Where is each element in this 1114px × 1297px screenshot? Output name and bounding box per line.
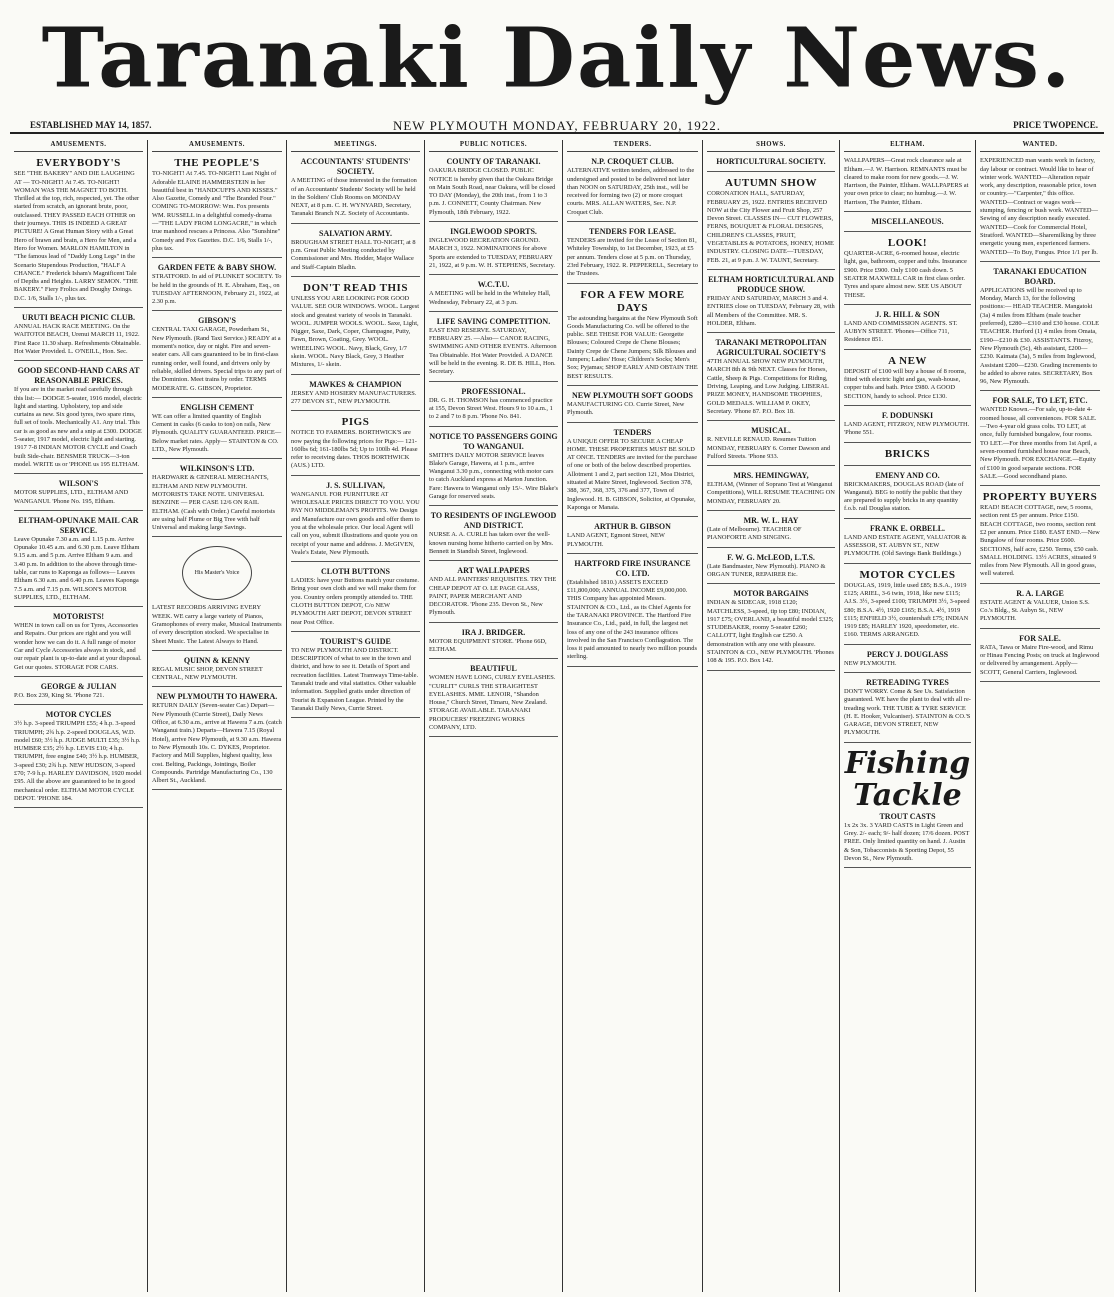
ad-title: CLOTH BUTTONS: [321, 567, 390, 577]
ad-title: R. A. LARGE: [1016, 588, 1064, 598]
advertisement: [429, 384, 558, 427]
ad-title: PERCY J. DOUGLASS: [866, 649, 949, 659]
his-masters-voice-logo: His Master's Voice: [182, 546, 252, 600]
advertisement: [707, 272, 835, 333]
advertisement: [980, 631, 1100, 682]
advertisement: [429, 429, 558, 507]
advertisement: [429, 508, 558, 561]
advertisement: [152, 313, 282, 397]
ad-title: TROUT CASTS: [879, 811, 936, 821]
dateline: [10, 118, 1104, 134]
ad-body: TENDERS are invited for the Lease of Section 81, Whiteley Township, to 1st December, 1923, at £5 per annum. Tenders close at 5 p.m. on Thursday, 23rd February, 1922. R. PEPPERELL, Secretary to the Trustees.: [567, 237, 698, 278]
ad-body: RATA, Tawa or Maire Fire-wood, and Rimu or Hinau Fencing Posts; on truck at Inglewood or delivered by arrangement. Apply— SCOTT, General Carriers, Inglewood.: [980, 643, 1100, 676]
masthead: [10, 6, 1104, 116]
advertisement: [14, 154, 143, 308]
ad-title: COUNTY OF TARANAKI.: [446, 157, 541, 167]
ad-title: TARANAKI METROPOLITAN AGRICULTURAL SOCIETY'S: [715, 338, 827, 358]
ad-title: GOOD SECOND-HAND CARS AT REASONABLE PRICES.: [17, 366, 140, 386]
ad-body: NEW PLYMOUTH.: [844, 659, 897, 667]
ad-body: HARDWARE & GENERAL MERCHANTS, ELTHAM AND NEW PLYMOUTH. MOTORISTS TAKE NOTE. UNIVERSAL BENZINE — PER CASE 12/6 ON RAIL ELTHAM. (Cash with Order.) Careful motorists are using half Plume or Big Tree with half Universal and making large Savings.: [152, 474, 276, 532]
advertisement: [567, 519, 698, 554]
ad-body: APPLICATIONS will be received up to Monday, March 13, for the following positions:— HEAD TEACHER. Mangatoki (3a) 4 miles from Eltham (male teacher preferred), £280—£310 and £30 house. COLE TEACHER. Hurford (1) 4 miles from Omata, £190—£210 & £30. ASSISTANTS. Fitzroy, New Plymouth (5c), 4th assistant, £200—£230. Kaimata (3a), 5 miles from Inglewood, Assistant £200—£230. Grading increments to be added to above rates. SECRETARY, Box 96, New Plymouth.: [980, 286, 1100, 386]
ad-title: NEW PLYMOUTH SOFT GOODS: [572, 390, 693, 400]
advertisement: [291, 478, 420, 562]
ad-title: MAWKES & CHAMPION: [309, 379, 402, 389]
advertisement: [152, 260, 282, 311]
ad-title: ELTHAM HORTICULTURAL AND PRODUCE SHOW.: [708, 274, 834, 294]
ad-title: N.P. CROQUET CLUB.: [591, 157, 674, 167]
advertisement: [429, 563, 558, 622]
advertisement: [152, 689, 282, 790]
advertisement: [707, 335, 835, 421]
ad-headline: AUTUMN SHOW: [725, 177, 817, 190]
ad-body: EAST END RESERVE. SATURDAY, FEBRUARY 25. —Also— CANOE RACING, SWIMMING AND OTHER EVENTS. Afternoon Tea Obtainable. Hot Water Provided. A DANCE will be held in the evening. R. DE B. HILL, Hon. Secretary.: [429, 326, 557, 376]
column-3: [287, 140, 425, 1292]
advertisement: [291, 226, 420, 277]
ad-title: MOTORISTS!: [53, 612, 104, 622]
ad-title: RETREADING TYRES: [866, 677, 949, 687]
ad-body: WANTED Known.—For sale, up-to-date 4-roomed house, all conveniences. FOR SALE.—Two 4-year old grass colts. TO LET, at once, fully furnished bungalow, four rooms. TO LET.—For three months from 1st April, a seven-roomed furnished house near Beach, New Plymouth. FOR EXCHANGE.—Equity of £100 in good separate sections. FOR SALE.—Good secondhand piano.: [980, 406, 1097, 480]
advertisement: [429, 314, 558, 382]
ad-title: EMENY AND CO.: [875, 470, 940, 480]
advertisement: [429, 154, 558, 222]
ad-body: The astounding bargains at the New Plymouth Soft Goods Manufacturing Co. will be offered to the public. SEE THESE FOR VALUE: Georgette Blouses; Coloured Crepe de Chene Blouses; Dainty Crepe de Chene Jumpers; Silk Blouses and Jumpers; Ladies' Hose; Children's Socks; Men's Sox; Pyjamas; SHOP EARLY AND OBTAIN THE BEST RESULTS.: [567, 314, 698, 380]
ad-title: J. S. SULLIVAN,: [326, 480, 385, 490]
ad-body: FRIDAY AND SATURDAY, MARCH 3 and 4. ENTRIES close on TUESDAY, February 28, with all Members of the Committee. MR. S. HOLDER, Eltham.: [707, 294, 835, 327]
column-4: [425, 140, 563, 1292]
ad-title: F. W. G. McLEOD, L.T.S.: [727, 552, 815, 562]
ad-title: MR. W. L. HAY: [743, 516, 799, 526]
column-1: [10, 140, 148, 1292]
columns-area: [10, 140, 1104, 1292]
ad-body: R. NEVILLE RENAUD. Resumes Tuition MONDAY, FEBRUARY 6. Corner Dawson and Fulford Streets. 'Phone 933.: [707, 436, 831, 460]
advertisement: [291, 634, 420, 718]
advertisement: [707, 154, 835, 172]
ad-headline: FOR A FEW MORE DAYS: [580, 288, 685, 314]
ad-body: (Established 1810.) ASSETS EXCEED £11,800,000; ANNUAL INCOME £9,000,000. THIS Company has appointed Messrs. STAINTON & CO., Ltd., as its Chief Agents for the TARANAKI PROVINCE. The Hartford Fire Insurance Co., Ltd., paid, in full, the largest net loss of any one of the 243 insurance offices involved in the San Francisco Conflagration. The loss it paid amounted to nearly two million pounds sterling.: [567, 578, 697, 661]
advertisement: [707, 174, 835, 270]
ad-body: INDIAN & SIDECAR, 1918 £120; MATCHLESS, 3-speed, tip top £80; INDIAN, 1917 £75; OVERLAND, a beautiful model £325; STUDEBAKER, roomy 5-seater £260; CALLOTT, light English car £250. A demonstration with any one with pleasure. STAINTON & CO., NEW PLYMOUTH. 'Phones 108 & 195. P.O. Box 142.: [707, 599, 834, 665]
ad-headline: MOTOR CYCLES: [859, 568, 956, 581]
advertisement: [429, 224, 558, 275]
price-line: PRICE TWOPENCE.: [1013, 120, 1098, 130]
ad-headline: LOOK!: [887, 237, 928, 250]
advertisement: [14, 679, 143, 705]
column-6: [703, 140, 840, 1292]
advertisement: [844, 745, 971, 868]
ad-title: ACCOUNTANTS' STUDENTS' SOCIETY.: [300, 157, 411, 177]
ad-title: URUTI BEACH PICNIC CLUB.: [22, 313, 135, 323]
ad-headline: EVERYBODY'S: [36, 157, 121, 170]
ad-body: MANUFACTURING CO. Currie Street, New Plymouth.: [567, 400, 685, 417]
ad-body: NOTICE TO FARMERS. BORTHWICK'S are now paying the following prices for Pigs:— 121-160lbs 6d; 161-180lbs 5d; Up to 100lb 4d. Please refer to receiving dates. THOS BORTHWICK (AUS.) LTD.: [291, 429, 418, 470]
advertisement: [152, 154, 282, 258]
ad-headline: PROPERTY BUYERS: [982, 491, 1098, 504]
column-7: [840, 140, 976, 1292]
newspaper-title: Taranaki Daily News.: [41, 9, 1073, 107]
advertisement: [567, 556, 698, 667]
ad-body: INGLEWOOD RECREATION GROUND. MARCH 3, 1922. NOMINATIONS for above Sports are extended to TUESDAY, FEBRUARY 21, 1922, at 9 p.m. W. H. STEPHENS, Secretary.: [429, 237, 555, 269]
ad-body: WE can offer a limited quantity of English Cement in casks (6 casks to ton) on rails, New Plymouth. QUALITY GUARANTEED. PRICE—Below market rates. Apply— STAINTON & CO. LTD., New Plymouth.: [152, 412, 282, 454]
ad-body: READ! BEACH COTTAGE, new, 5 rooms, section rent £5 per annum. Price £150. BEACH COTTAGE, two rooms, section rent £2 per annum. Price £180. EAST END.—New Bungalow of four rooms. Price £600. SECTIONS, half acre, £250. Terms, £50 cash. SMALL HOLDING. 13½ ACRES, situated 9 miles from New Plymouth. All in good grass, well watered.: [980, 504, 1100, 578]
ad-body: BROUGHAM STREET HALL TO-NIGHT, at 8 p.m. Great Public Meeting conducted by Commissioner and Mrs. Hodder, Major Wallace and Staff-Captain Bladin.: [291, 238, 416, 271]
ad-body: WOMEN HAVE LONG, CURLY EYELASHES. "CURLIT" CURLS THE STRAIGHTEST EYELASHES. MME. LENOIR, "Shandon House," Church Street, Timaru, New Zealand. STORAGE AVAILABLE. TARANAKI PRODUCERS' FREEZING WORKS COMPANY, LTD.: [429, 674, 556, 732]
ad-body: ANNUAL HACK RACE MEETING. On the WAITOTOI BEACH, Urenui MARCH 11, 1922. First Race 11.30 sharp. Refreshments Obtainable. Hot Water Provided. L. O'NEILL, Hon. Sec.: [14, 323, 141, 355]
ad-title: FRANK E. ORBELL.: [869, 523, 946, 533]
advertisement: [14, 476, 143, 511]
ad-body: MOTOR EQUIPMENT STORE. 'Phone 66D, ELTHAM.: [429, 637, 547, 653]
ad-title: QUINN & KENNY: [183, 655, 251, 665]
established-line: ESTABLISHED MAY 14, 1857.: [30, 120, 152, 130]
ad-body: LAND AGENT, FITZROY, NEW PLYMOUTH. 'Phone 551.: [844, 420, 970, 437]
column-heading: WANTED.: [980, 140, 1100, 152]
advertisement: [152, 539, 282, 650]
ad-headline: A NEW: [888, 354, 927, 367]
advertisement: [429, 277, 558, 312]
ad-title: MRS. HEMINGWAY,: [733, 471, 809, 481]
ad-body: JERSEY AND HOSIERY MANUFACTURERS. 277 DEVON ST., NEW PLYMOUTH.: [291, 389, 417, 405]
advertisement: [844, 445, 971, 466]
ad-body: LATEST RECORDS ARRIVING EVERY WEEK. WE carry a large variety of Pianos, Gramophones of every make, Musical Instruments of every description stocked. We specialise in Sheet Music. The Latest Always to Hand.: [152, 604, 282, 645]
ad-body: NURSE A. A. CURLE has taken over the well-known nursing home hitherto carried on by Mrs. Bennett in Standish Street, Inglewood.: [429, 531, 554, 555]
column-heading: ELTHAM.: [844, 140, 971, 152]
column-5: [563, 140, 703, 1292]
ad-body: ESTATE AGENT & VALUER, Union S.S. Co.'s Bldg., St. Aubyn St., NEW PLYMOUTH.: [980, 598, 1090, 623]
ad-body: DEPOSIT of £100 will buy a house of 8 rooms, fitted with electric light and gas, wash-house, copper tubs and bath. Price £980. A GOOD SECTION, handy to school. Price £130.: [844, 367, 967, 400]
column-heading: MEETINGS.: [291, 140, 420, 152]
ad-body: LAND AND COMMISSION AGENTS. ST. AUBYN STREET. 'Phones—Office 711, Residence 851.: [844, 319, 958, 344]
column-heading: AMUSEMENTS.: [14, 140, 143, 152]
advertisement: [152, 400, 282, 459]
ad-title: MUSICAL.: [751, 426, 791, 436]
ad-title: HARTFORD FIRE INSURANCE CO. LTD.: [574, 558, 691, 578]
advertisement: [844, 352, 971, 406]
advertisement: [567, 425, 698, 518]
advertisement: [980, 488, 1100, 584]
ad-title: ENGLISH CEMENT: [180, 402, 254, 412]
advertisement: [844, 468, 971, 519]
column-8: [976, 140, 1104, 1292]
ad-title: GEORGE & JULIAN: [40, 681, 117, 691]
advertisement: [844, 647, 971, 673]
advertisement: [291, 413, 420, 475]
ad-body: QUARTER-ACRE, 6-roomed house, electric light, gas, bathroom, copper and tubs. Insurance £900. Price £900. Only £100 cash down. 5 SEATER MAXWELL CAR in first class order. Tyres and spare almost new. SEE US ABOUT THESE.: [844, 250, 967, 299]
ad-title: MOTOR CYCLES: [45, 710, 112, 720]
advertisement: [567, 286, 698, 386]
ad-title: SALVATION ARMY.: [319, 228, 392, 238]
ad-body: LADIES: have your Buttons match your costume. Bring your own cloth and we will make them for you. Country orders promptly attended to. THE CLOTH BUTTON DEPOT, C/o NEW PLYMOUTH ART DEPOT, DEVON STREET near Post Office.: [291, 577, 419, 626]
ad-title: F. DODUNSKI: [881, 410, 934, 420]
advertisement: [844, 521, 971, 564]
advertisement: [14, 363, 143, 474]
ad-body: DOUGLAS, 1919, little used £85; B.S.A., 1919 £125; ARIEL, 3-6 twin, 1918, like new £115; AJ.S. 3½, 3-speed £100; TRIUMPH 3½, 3-speed £80; B.S.A. 4½, 1920 £165; B.S.A. 4½, 1919 £115; ENFIELD 3½, countershaft £75; INDIAN 1919 £85; HARLEY 1920, speedometer, etc. £160. TERMS ARRANGED.: [844, 581, 970, 639]
ad-body: SEE "THE BAKERY" AND DIE LAUGHING AT — TO-NIGHT! At 7.45. TO-NIGHT! WOMAN WAS THE MAGNET TO BOTH. Thrilled at the top, rich, respected, yet. The other started from scratch, an ignorant brute, poor, outclassed. THEY PASSED EACH OTHER on their journeys. THIS IS INDEED A GREAT PICTURE! A Great Human Story with a Great Hero of brawn and brain, a Hero for Men, and a Hero for Women. MARLON HAMILTON in "The famous lead of "Daddy Long Legs" in the Scenario Stupendous Production, "HALF A CHANCE." Frederick Isham's Magnificent Tale of Depths and Heights. LARRY SEMON. "THE BAKERY." Fiery Frolics and Doughy Doings. D.C. 1/6, Stalls 1/-, plus tax.: [14, 170, 140, 302]
column-heading: PUBLIC NOTICES.: [429, 140, 558, 152]
ad-body: WHEN in town call on us for Tyres, Accessories and Repairs. Our prices are right and you will wonder how we can do it. A full range of motor Car and Cycle Accessories always in stock, and our repair plant is up-to-date and at your disposal. Get our quotes. STORAGE FOR CARS.: [14, 622, 142, 671]
advertisement: [707, 423, 835, 466]
ad-title: MISCELLANEOUS.: [871, 217, 944, 227]
ad-headline: DON'T READ THIS: [303, 281, 408, 294]
ad-title: NEW PLYMOUTH TO HAWERA.: [156, 692, 278, 702]
ad-title: WILSON'S: [58, 479, 99, 489]
ad-body: RETURN DAILY (Seven-seater Car.) Depart—New Plymouth (Currie Street), Daily News Office, at 6.30 a.m., arrive at Hawera 7 a.m. (catch Wanganui train.) Departs—Hawera 7.15 (Royal Hotel), arrive New Plymouth, at 9.30 a.m. Hawera to New Plymouth 10s. C. DYKES, Proprietor. Factory and Mill Supplies, highest quality, less cost. Belting, Packings, Jointings, Boiler Compounds. Partridge Manufacturing Co., 130 Albert St., Auckland.: [152, 702, 282, 785]
ad-title: MOTOR BARGAINS: [733, 589, 809, 599]
column-heading: SHOWS.: [707, 140, 835, 152]
advertisement: [844, 214, 971, 232]
advertisement: [844, 307, 971, 350]
ad-headline: BRICKS: [884, 447, 931, 460]
advertisement: [291, 564, 420, 632]
ad-body: STRATFORD. In aid of PLUNKET SOCIETY. To be held in the grounds of H. E. Abraham, Esq., on TUESDAY AFTERNOON, February 21, 1922, at 2.30 p.m.: [152, 273, 282, 306]
advertisement: [707, 586, 835, 670]
advertisement: [429, 661, 558, 737]
advertisement: [291, 154, 420, 223]
ad-title: TENDERS FOR LEASE.: [589, 227, 676, 237]
ad-body: A UNIQUE OFFER TO SECURE A CHEAP HOME. THESE PROPERTIES MUST BE SOLD AT ONCE. TENDERS are invited for the purchase of one or both of the below described properties. Allotment 1 and 2, part section 121, Moa District, situated at Maire Street, Inglewood. Section 378, 388, 367, 368, 375, 376 and 377, Town of Inglewood. H. B. GIBSON, Solicitor, at Opunake, Kaponga or Manaia.: [567, 437, 698, 511]
ad-body: TO NEW PLYMOUTH AND DISTRICT. DESCRIPTION of what to see in the town and district, and how to see it. Details of Sport and recreation facilities. Latest Tramways Time-table. Taranaki trade and vital statistics. Other valuable information. Supplied gratis under direction of Tourist & Expansion League. Printed by the Taranaki Daily News, Currie Street.: [291, 646, 419, 712]
ad-title: J. R. HILL & SON: [875, 309, 940, 319]
ad-title: W.C.T.U.: [477, 280, 510, 290]
ad-body: BRICKMAKERS, DOUGLAS ROAD (late of Wanganui). BEG to notify the public that they are prepared to supply bricks in any quantity f.o.b. rail Douglas station.: [844, 480, 964, 513]
ad-body: 3½ h.p. 3-speed TRIUMPH £55; 4 h.p. 3-speed TRIUMPH; 2¾ h.p. 2-speed DOUGLAS, W.D. model £60; 3½ h.p. JUDGE MULTI £35; 3½ h.p. HUMBER £35; 2½ h.p. LEVIS £10; 4 h.p. TRIUMPH, free engine £40; 3½ h.p. HUMBER, 3-speed £30; 2¾ h.p. NEW HUDSON, 3-speed £70; 7-9 h.p. HARLEY DAVIDSON, 1920 model £95. All the above are guaranteed to be in good mechanical order. ELTHAM MOTOR CYCLE DEPOT. 'PHONE 184.: [14, 720, 142, 802]
ad-body: ELTHAM, (Winner of Soprano Test at Wanganui Competitions), WILL RESUME TEACHING ON MONDAY, FEBRUARY 20.: [707, 481, 835, 505]
ad-title: IRA J. BRIDGER.: [461, 627, 526, 637]
ad-title: GARDEN FETE & BABY SHOW.: [157, 263, 277, 273]
ad-body: AND ALL PAINTERS' REQUISITES. TRY THE CHEAP DEPOT AT O. LE PAGE GLASS, PAINT, PAPER MERCHANT AND DECORATOR. 'Phone 235. Devon St., New Plymouth.: [429, 576, 557, 617]
ad-body: LAND AGENT, Egmont Street, NEW PLYMOUTH.: [567, 532, 665, 548]
column-heading: AMUSEMENTS.: [152, 140, 282, 152]
ad-body: CENTRAL TAXI GARAGE, Powderham St., New Plymouth. (Rand Taxi Service.) READY at a moment's notice, day or night. Fire and seven-seater cars. All cars guaranteed to be in first-class running order, well found, and drivers only by reliable, skilled drivers. Special trips to any part of the Dominion. Meet trains by order. TERMS MODERATE. G. GIBSON, Proprietor.: [152, 326, 282, 392]
ad-headline: THE PEOPLE'S: [174, 157, 260, 170]
advertisement: [844, 408, 971, 443]
advertisement: [844, 154, 971, 212]
ad-title: WILKINSON'S LTD.: [179, 464, 255, 474]
ad-body: OAKURA BRIDGE CLOSED. PUBLIC NOTICE is hereby given that the Oakura Bridge on Main South Road, near Oakura, will be closed TO DAY (Monday), the 20th inst., from 1 to 3 p.m. J. CONNETT, County Chairman. New Plymouth, 18th February, 1922.: [429, 167, 556, 216]
ad-title: NOTICE TO PASSENGERS GOING TO WANGANUI.: [429, 431, 558, 451]
ad-body: REGAL MUSIC SHOP, DEVON STREET CENTRAL, NEW PLYMOUTH.: [152, 665, 263, 682]
ad-body: DON'T WORRY. Come & See Us. Satisfaction guaranteed. WE have the plant to deal with all re-treading work. THE TUBE & TYRE SERVICE (H. E. Hooker, Vulcaniser). STAINTON & CO.'S GARAGE, DEVON STREET, NEW PLYMOUTH.: [844, 687, 971, 737]
fishing-tackle-heading: Fishing Tackle: [844, 745, 971, 813]
ad-body: DR. G. H. THOMSON has commenced practice at 155, Devon Street West. Hours 9 to 10 a.m., 1 to 2 and 7 to 8 p.m. 'Phone No. 841.: [429, 396, 553, 421]
advertisement: [14, 609, 143, 677]
advertisement: [291, 377, 420, 412]
ad-body: P.O. Box 239, King St. 'Phone 721.: [14, 691, 105, 699]
advertisement: [980, 264, 1100, 392]
ad-body: LAND AND ESTATE AGENT, VALUATOR & ASSESSOR, ST. AUBYN ST., NEW PLYMOUTH. (Old Savings Bank Buildings.): [844, 533, 967, 558]
advertisement: [844, 566, 971, 645]
ad-body: (Late of Melbourne). TEACHER OF PIANOFORTE AND SINGING.: [707, 526, 802, 542]
ad-body: A MEETING will be held in the Whiteley Hall, Wednesday, February 22, at 3 p.m.: [429, 290, 551, 306]
ad-title: GIBSON'S: [198, 316, 236, 326]
advertisement: [980, 586, 1100, 629]
ad-body: (Late Bandmaster, New Plymouth). PIANO & ORGAN TUNER, REPAIRER Etc.: [707, 562, 826, 578]
ad-title: TARANAKI EDUCATION BOARD.: [993, 266, 1087, 286]
advertisement: [152, 653, 282, 688]
ad-body: MOTOR SUPPLIES, LTD., ELTHAM AND WANGANUI. 'Phone No. 195, Eltham.: [14, 489, 129, 505]
ad-body: CORONATION HALL, SATURDAY, FEBRUARY 25, 1922. ENTRIES RECEIVED NOW at the City Flower and Fruit Shop, 257 Devon Street. CLASSES IN— CUT FLOWERS, FERNS, BOUQUET & FLORAL DESIGNS, CHILDREN'S CLASSES, FRUIT, VEGETABLES & POTATOES, HONEY, HOME INDUSTRY. CLOSING DATE—TUESDAY, FEB. 21, at 9 p.m. J. W. TAUNT, Secretary.: [707, 190, 834, 264]
issue-date: NEW PLYMOUTH MONDAY, FEBRUARY 20, 1922.: [392, 118, 722, 133]
ad-title: LIFE SAVING COMPETITION.: [436, 316, 551, 326]
advertisement: [707, 550, 835, 585]
advertisement: [429, 625, 558, 660]
ad-title: INGLEWOOD SPORTS.: [450, 227, 537, 237]
column-2: [148, 140, 287, 1292]
advertisement: [567, 388, 698, 423]
ad-body: If you are in the market read carefully through this list:— DODGE 5-seater, 1916 model, electric light and starting. Upholstery, top and side curtains as new. Six good tyres, two spare rims, full set of tools. Mechanically A1. Any trial. This car is as good as new and a snip at £300. DODGE 5-seater, 1917 model, electric light and starting. 1917 7-8 INDIAN MOTOR CYCLE and Coach built Side-chair. BENSMER TRUCK—3-ton model. WRITE us or 'PHONE us 195 ELTHAM.: [14, 386, 142, 468]
advertisement: [844, 234, 971, 305]
advertisement: [567, 154, 698, 222]
ad-headline: PIGS: [341, 416, 370, 429]
ad-title: TENDERS: [613, 427, 652, 437]
advertisement: [844, 675, 971, 743]
ad-body: UNLESS YOU ARE LOOKING FOR GOOD VALUE. SEE OUR WINDOWS. WOOL. Largest stock and greatest variety of wools in Taranaki. WOOL. JUMPER WOOLS. WOOL. Saxe, Light, Nigger, Saxe, Dark, Coper, Champagne, Putty, Fawn, Brown, Coating, Grey. WOOL. WHEELING WOOL. Navy, Black, Grey, 1/7 skein. WOOL. Navy Black, Grey, 3 Heather Mixtures, 1/- skein.: [291, 294, 420, 369]
ad-body: 1x 2x 3x. 3 YARD CASTS in Light Green and Grey. 2/- each; 9/- half dozen; 17/6 dozen. POST FREE. Only limited quantity on hand. J. Austin & Son, Tobacconists & Sporting Depot, 55 Devon St., New Plymouth.: [844, 821, 970, 862]
advertisement: [291, 279, 420, 375]
ad-title: HORTICULTURAL SOCIETY.: [716, 157, 826, 167]
advertisement: [980, 154, 1100, 262]
advertisement: [14, 707, 143, 808]
advertisement: [14, 513, 143, 607]
advertisement: [707, 513, 835, 548]
ad-body: EXPERIENCED man wants work in factory, day labour or contract. Would like to hear of winter work. WANTED—Alteration repair work, any description, reasonable price, town or country.—"Carpenter," this office. WANTED—Contract or wages work—stumping, fencing or bush work. WANTED—Sewing of any description neatly executed. WANTED—Cook for Commercial Hotel, Stratford. WANTED—Sharemilking by three energetic young men, experienced farmers. WANTED—To Buy, Fungus. Price 1/1 per lb.: [980, 157, 1098, 256]
ad-title: ART WALLPAPERS: [457, 566, 530, 576]
ad-title: TOURIST'S GUIDE: [320, 636, 391, 646]
ad-body: ALTERNATIVE written tenders, addressed to the undersigned and posted to be delivered not later than NOON on SATURDAY, 25th inst., will be received for forming two (2) or more croquet courts. MRS. ALLAN WATERS, Sec. N.P. Croquet Club.: [567, 167, 695, 216]
ad-body: WALLPAPERS—Great rock clearance sale at Eltham.—J. W. Harrison. REMNANTS must be cleared to make room for new goods.—J. W. Harrison, the Painter, Eltham. WALLPAPERS at your own price to clear; no humbug.—J. W. Harrison, The Painter, Eltham.: [844, 157, 969, 206]
ad-body: SMITH'S DAILY MOTOR SERVICE leaves Blake's Garage, Hawera, at 1 p.m., arrive Wanganui 3.30 p.m., connecting with motor cars to catch Auckland express at Marton Junction. Fare: Hawera to Wanganui only 15/-. Wire Blake's Garage for reserved seats.: [429, 451, 558, 501]
ad-body: TO-NIGHT! At 7.45. TO-NIGHT! Last Night of Adorable ELAINE HAMMERSTEIN in her beautiful best in "HANDCUFFS AND KISSES." Also Gazette, Comedy and "The Branded Four." COMING TO-MORROW: Wm. Fox presents WM. RUSSELL in a delightful comedy-drama—"THE LADY FROM LONGACRE," in which true manhood rescues a Princess. Also "Sunshine" Comedy and Fox Gazettes. D.C. 1/6, Stalls 1/-, plus tax.: [152, 170, 281, 252]
ad-title: FOR SALE.: [1019, 633, 1061, 643]
ad-body: A MEETING of those interested in the formation of an Accountants' Students' Society will be held in the Soldiers' Club Rooms on MONDAY NEXT, at 8 p.m. C. H. WYNYARD, Secretary, Taranaki Branch N.Z. Society of Accountants.: [291, 177, 417, 218]
ad-title: BEAUTIFUL: [470, 664, 517, 674]
advertisement: [707, 468, 835, 511]
advertisement: [14, 310, 143, 361]
advertisement: [567, 224, 698, 283]
ad-title: PROFESSIONAL.: [461, 386, 526, 396]
column-heading: TENDERS.: [567, 140, 698, 152]
advertisement: [152, 461, 282, 537]
advertisement: [980, 393, 1100, 486]
ad-body: 47TH ANNUAL SHOW NEW PLYMOUTH, MARCH 8th & 9th NEXT. Classes for Horses, Cattle, Sheep & Pigs. Competitions for Riding, Driving, Leaping, and Low Judging. LIBERAL PRIZE MONEY, HANDSOME TROPHIES, GOLD MEDALS. WILLIAM P. OKEY, Secretary. 'Phone 87. P.O. Box 18.: [707, 358, 829, 415]
ad-title: ELTHAM-OPUNAKE MAIL CAR SERVICE.: [18, 515, 139, 535]
ad-body: WANGANUI. FOR FURNITURE AT WHOLESALE PRICES DIRECT TO YOU. YOU PAY NO MIDDLEMAN'S PROFITS. We Design and Manufacture our own goods and offer them to you at the wholesale price. Our local Agent will call on you, submit illustrations and quote you on receipt of your name and address. J. McGIVEN, Veale's Estate, New Plymouth.: [291, 490, 420, 556]
ad-title: ARTHUR B. GIBSON: [594, 522, 671, 532]
ad-body: Leave Opunake 7.30 a.m. and 1.15 p.m. Arrive Opunake 10.45 a.m. and 6.30 p.m. Leave Eltham 9.15 a.m. and 5 p.m. Arrive Eltham 9 a.m. and 3.40 p.m. In addition to the above through time-table, car runs to Kaponga as follows— Leaves Eltham 6.30 a.m. and 6.40 p.m. Leaves Kaponga 7.5 a.m. and 7.15 p.m. WILSON'S MOTOR SUPPLIES, LTD., ELTHAM.: [14, 535, 140, 601]
ad-title: TO RESIDENTS OF INGLEWOOD AND DISTRICT.: [430, 511, 557, 531]
ad-title: FOR SALE, TO LET, ETC.: [992, 396, 1088, 406]
